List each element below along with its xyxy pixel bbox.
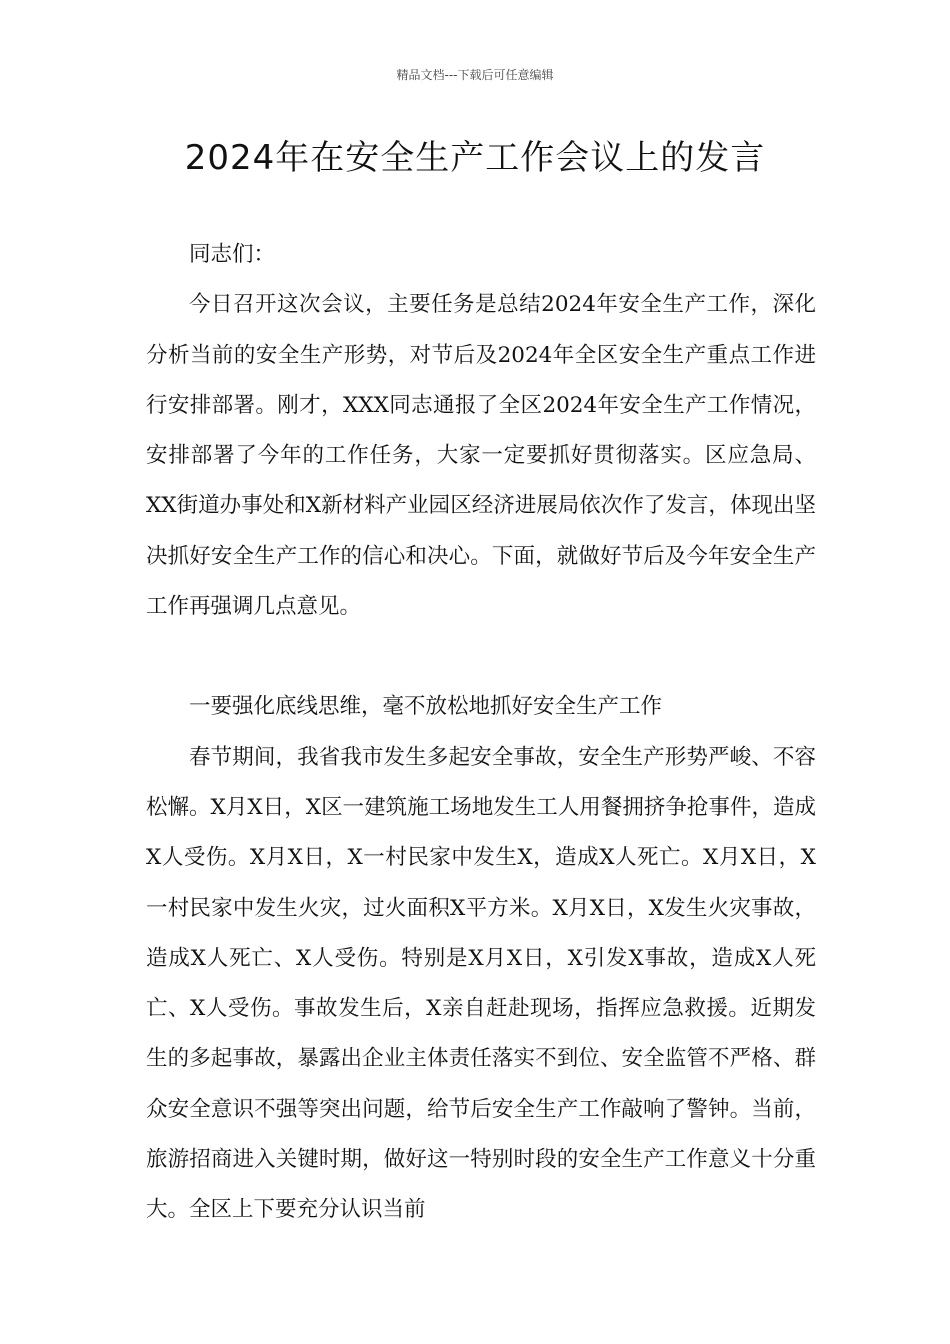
- document-body: [146, 230, 816, 1236]
- section-paragraph: 春节期间，我省我市发生多起安全事故，安全生产形势严峻、不容松懈。X月X日，X区一建筑施工场地发生工人用餐拥挤争抢事件，造成X人受伤。X月X日，X一村民家中发生X，造成X人死亡。X月X日，X一村民家中发生火灾，过火面积X平方米。X月X日，X发生火灾事故，造成X人死亡、X人受伤。特别是X月X日，X引发X事故，造成X人死亡、X人受伤。事故发生后，X亲自赶赴现场，指挥应急救援。近期发生的多起事故，暴露出企业主体责任落实不到位、安全监管不严格、群众安全意识不强等突出问题，给节后安全生产工作敲响了警钟。当前，旅游招商进入关键时期，做好这一特别时段的安全生产工作意义十分重大。全区上下要充分认识当前: [146, 744, 816, 1223]
- document-title: 2024年在安全生产工作会议上的发言: [184, 138, 766, 178]
- header-note: 精品文档---下载后可任意编辑: [396, 68, 554, 82]
- section-spacer: [146, 632, 816, 682]
- paragraph-intro: 今日召开这次会议，主要任务是总结2024年安全生产工作，深化分析当前的安全生产形势，对节后及2024年全区安全生产重点工作进行安排部署。刚才，XXX同志通报了全区2024年安全生产工作情况，安排部署了今年的工作任务，大家一定要抓好贯彻落实。区应急局、XX街道办事处和X新材料产业园区经济进展局依次作了发言，体现出坚决抓好安全生产工作的信心和决心。下面，就做好节后及今年安全生产工作再强调几点意见。: [146, 292, 816, 620]
- section-heading: 一要强化底线思维，毫不放松地抓好安全生产工作: [189, 694, 663, 720]
- salutation: 同志们：: [189, 242, 276, 267]
